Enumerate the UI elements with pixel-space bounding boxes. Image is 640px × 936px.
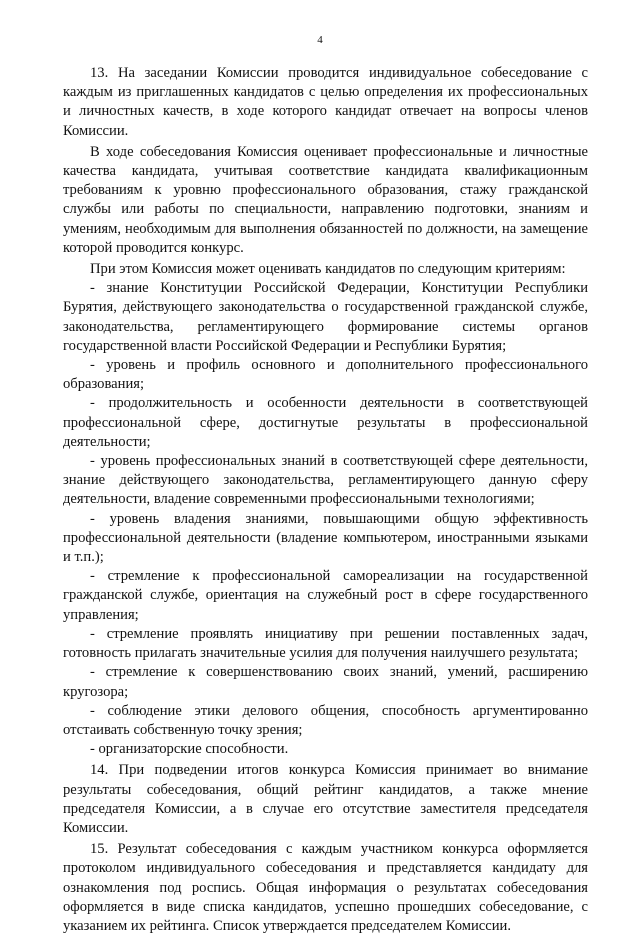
paragraph-interview-assessment: В ходе собеседования Комиссия оценивает профессиональные и личностные качества кандидата, учитывая соответствие кандидата квалификационным требованиям к уровню профессионального образования, стажу гражданской службы или работы по специальности, направлению подготовки, знаниям и умениям, необходимым для выполнения обязанностей по должности, на замещение которой проводится конкурс. (63, 143, 588, 256)
document-body (63, 64, 588, 936)
page-number: 4 (317, 34, 323, 46)
criterion-professional-knowledge: - уровень профессиональных знаний в соответствующей сфере деятельности, знание действующего законодательства, регламентирующего данную сферу деятельности, владение современными профессиональными технологиями; (63, 453, 588, 508)
criterion-self-improvement: - стремление к совершенствованию своих знаний, умений, расширению кругозора; (63, 664, 588, 700)
paragraph-criteria-intro: При этом Комиссия может оценивать кандидатов по следующим критериям: (90, 261, 566, 278)
criterion-organizational-skills: - организаторские способности. (90, 741, 289, 758)
criterion-initiative: - стремление проявлять инициативу при решении поставленных задач, готовность прилагать значительные усилия для получения наилучшего результата; (63, 625, 588, 662)
criterion-education-level: - уровень и профиль основного и дополнительного профессионального образования; (63, 357, 588, 393)
criterion-experience: - продолжительность и особенности деятельности в соответствующей профессиональной сфере, достигнутые результаты в профессиональной деятельности; (63, 395, 588, 450)
criterion-self-realization: - стремление к профессиональной самореализации на государственной гражданской службе, ориентация на служебный рост в сфере государственного управления; (63, 568, 588, 623)
criterion-business-ethics: - соблюдение этики делового общения, способность аргументированно отстаивать собственную точку зрения; (63, 702, 588, 738)
paragraph-item-15: 15. Результат собеседования с каждым участником конкурса оформляется протоколом индивидуального собеседования и представляется кандидату для ознакомления под роспись. Общая информация о результатах собеседования оформляется в виде списка кандидатов, успешно прошедших собеседование, с указанием их рейтинга. Список утверждается председателем Комиссии. (63, 841, 588, 934)
criterion-computer-languages: - уровень владения знаниями, повышающими общую эффективность профессиональной деятельности (владение компьютером, иностранными языками и т.п.); (63, 510, 588, 566)
paragraph-item-14: 14. При подведении итогов конкурса Комиссия принимает во внимание результаты собеседования, общий рейтинг кандидатов, а также мнение председателя Комиссии, а в случае его отсутствие заместителя председателя Комиссии. (63, 762, 588, 836)
criterion-knowledge-constitution: - знание Конституции Российской Федерации, Конституции Республики Бурятия, действующего законодательства о государственной гражданской службе, законодательства, регламентирующего формирование системы органов государственной власти Российской Федерации и Республики Бурятия; (63, 280, 588, 354)
paragraph-item-13: 13. На заседании Комиссии проводится индивидуальное собеседование с каждым из приглашенных кандидатов с целью определения их профессиональных и личностных качеств, в ходе которого кандидат отвечает на вопросы членов Комиссии. (63, 65, 588, 139)
